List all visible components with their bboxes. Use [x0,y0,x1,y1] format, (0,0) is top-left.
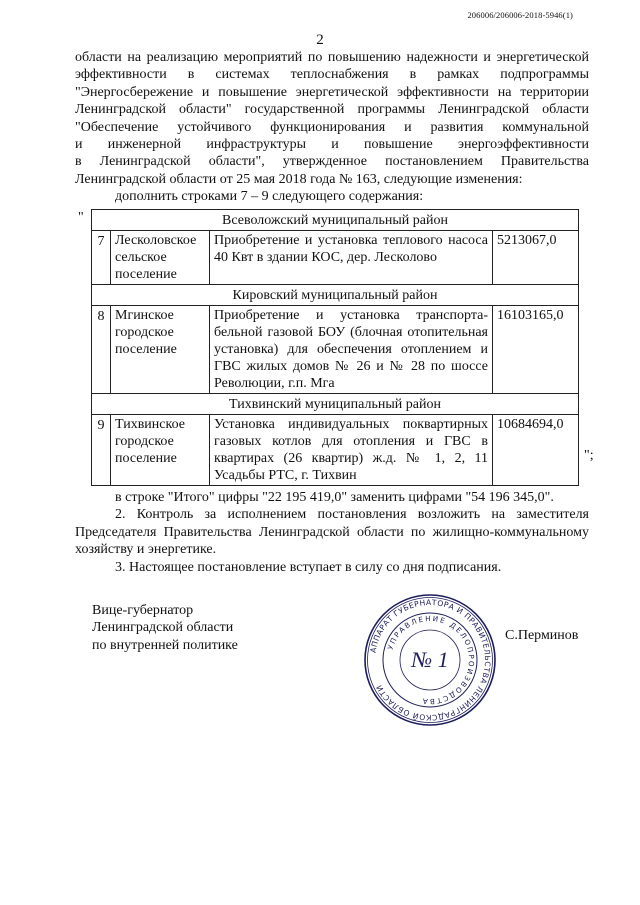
seal-outer-text: АППАРАТ ГУБЕРНАТОРА И ПРАВИТЕЛЬСТВА ЛЕНИНГРАДСКОЙ ОБЛАСТИ [368,597,493,723]
quote-close: "; [584,448,594,463]
effective-date-paragraph: 3. Настоящее постановление вступает в силу со дня подписания. [115,559,502,575]
intro-supplement: дополнить строками 7 – 9 следующего содержания: [115,189,424,205]
amount: 16103165,0 [493,306,579,394]
intro-line: "Энергосбережение и повышение энергетической эффективности на территории [75,84,589,100]
intro-line: и инженерной инфраструктуры и повышение энергоэффективности [75,136,589,152]
signatory-title [92,602,238,654]
measure-description: Приобретение и установка транспорта-бельной газовой БОУ (блочная отопительная установка) для обеспечения отоплением и ГВС жилых домов № 26 и № 28 по шоссе Революции, г.п. Мга [210,306,493,394]
total-amendment-paragraph: в строке "Итого" цифры "22 195 419,0" заменить цифрами "54 196 345,0". [115,490,554,505]
district-name: Кировский муниципальный район [92,285,579,306]
intro-line: эффективности в системах теплоснабжения в рамках подпрограммы [75,67,589,83]
district-row [92,285,579,306]
settlement-name: Тихвинское городское поселение [111,415,210,486]
settlement-name: Лесколовское сельское поселение [111,231,210,285]
signatory-title-line: Ленинградской области [92,620,234,636]
intro-line: "Обеспечение устойчивого функционирования и развития коммунальной [75,119,589,135]
page-number: 2 [316,32,324,48]
intro-line: Ленинградской области от 25 мая 2018 года № 163, следующие изменения: [75,171,523,187]
measure-description: Установка индивидуальных поквартирных газовых котлов для отопления и ГВС в квартирах (26 квартир) ж.д. № 1, 2, 11 Усадьбы РТС, г. Тихвин [210,415,493,486]
seal-inner-text: УПРАВЛЕНИЕ ДЕЛОПРОИЗВОДСТВА [385,613,477,707]
intro-paragraph [75,49,589,206]
district-name: Всеволожский муниципальный район [92,210,579,231]
program-table [91,209,579,486]
signatory-title-line: Вице-губернатор [92,603,194,618]
table-row [92,415,579,486]
district-row [92,394,579,415]
table-row [92,231,579,285]
row-number: 7 [92,231,111,285]
table-row [92,306,579,394]
amount: 5213067,0 [493,231,579,285]
quote-open: " [78,210,84,225]
intro-line: области на реализацию мероприятий по повышению надежности и энергетической [75,50,589,65]
intro-line: в Ленинградской области", утвержденное постановлением Правительства [75,154,589,170]
amount: 10684694,0 [493,415,579,486]
signatory-title-line: по внутренней политике [92,637,238,653]
settlement-name: Мгинское городское поселение [111,306,210,394]
seal-number: № 1 [411,647,449,672]
signer-name: С.Перминов [505,628,579,643]
intro-line: Ленинградской области" государственной программы Ленинградской области [75,102,589,118]
resolution-paragraphs [75,489,589,576]
district-row [92,210,579,231]
measure-description: Приобретение и установка теплового насоса 40 Квт в здании КОС, дер. Лесколово [210,231,493,285]
official-seal [362,592,498,728]
row-number: 9 [92,415,111,486]
control-paragraph: 2. Контроль за исполнением постановления возложить на заместителя Председателя Правительства Ленинградской области по жилищно-коммунальному хозяйству и энергетике. [75,507,589,558]
district-name: Тихвинский муниципальный район [92,394,579,415]
document-id: 206006/206006-2018-5946(1) [467,10,573,20]
row-number: 8 [92,306,111,394]
